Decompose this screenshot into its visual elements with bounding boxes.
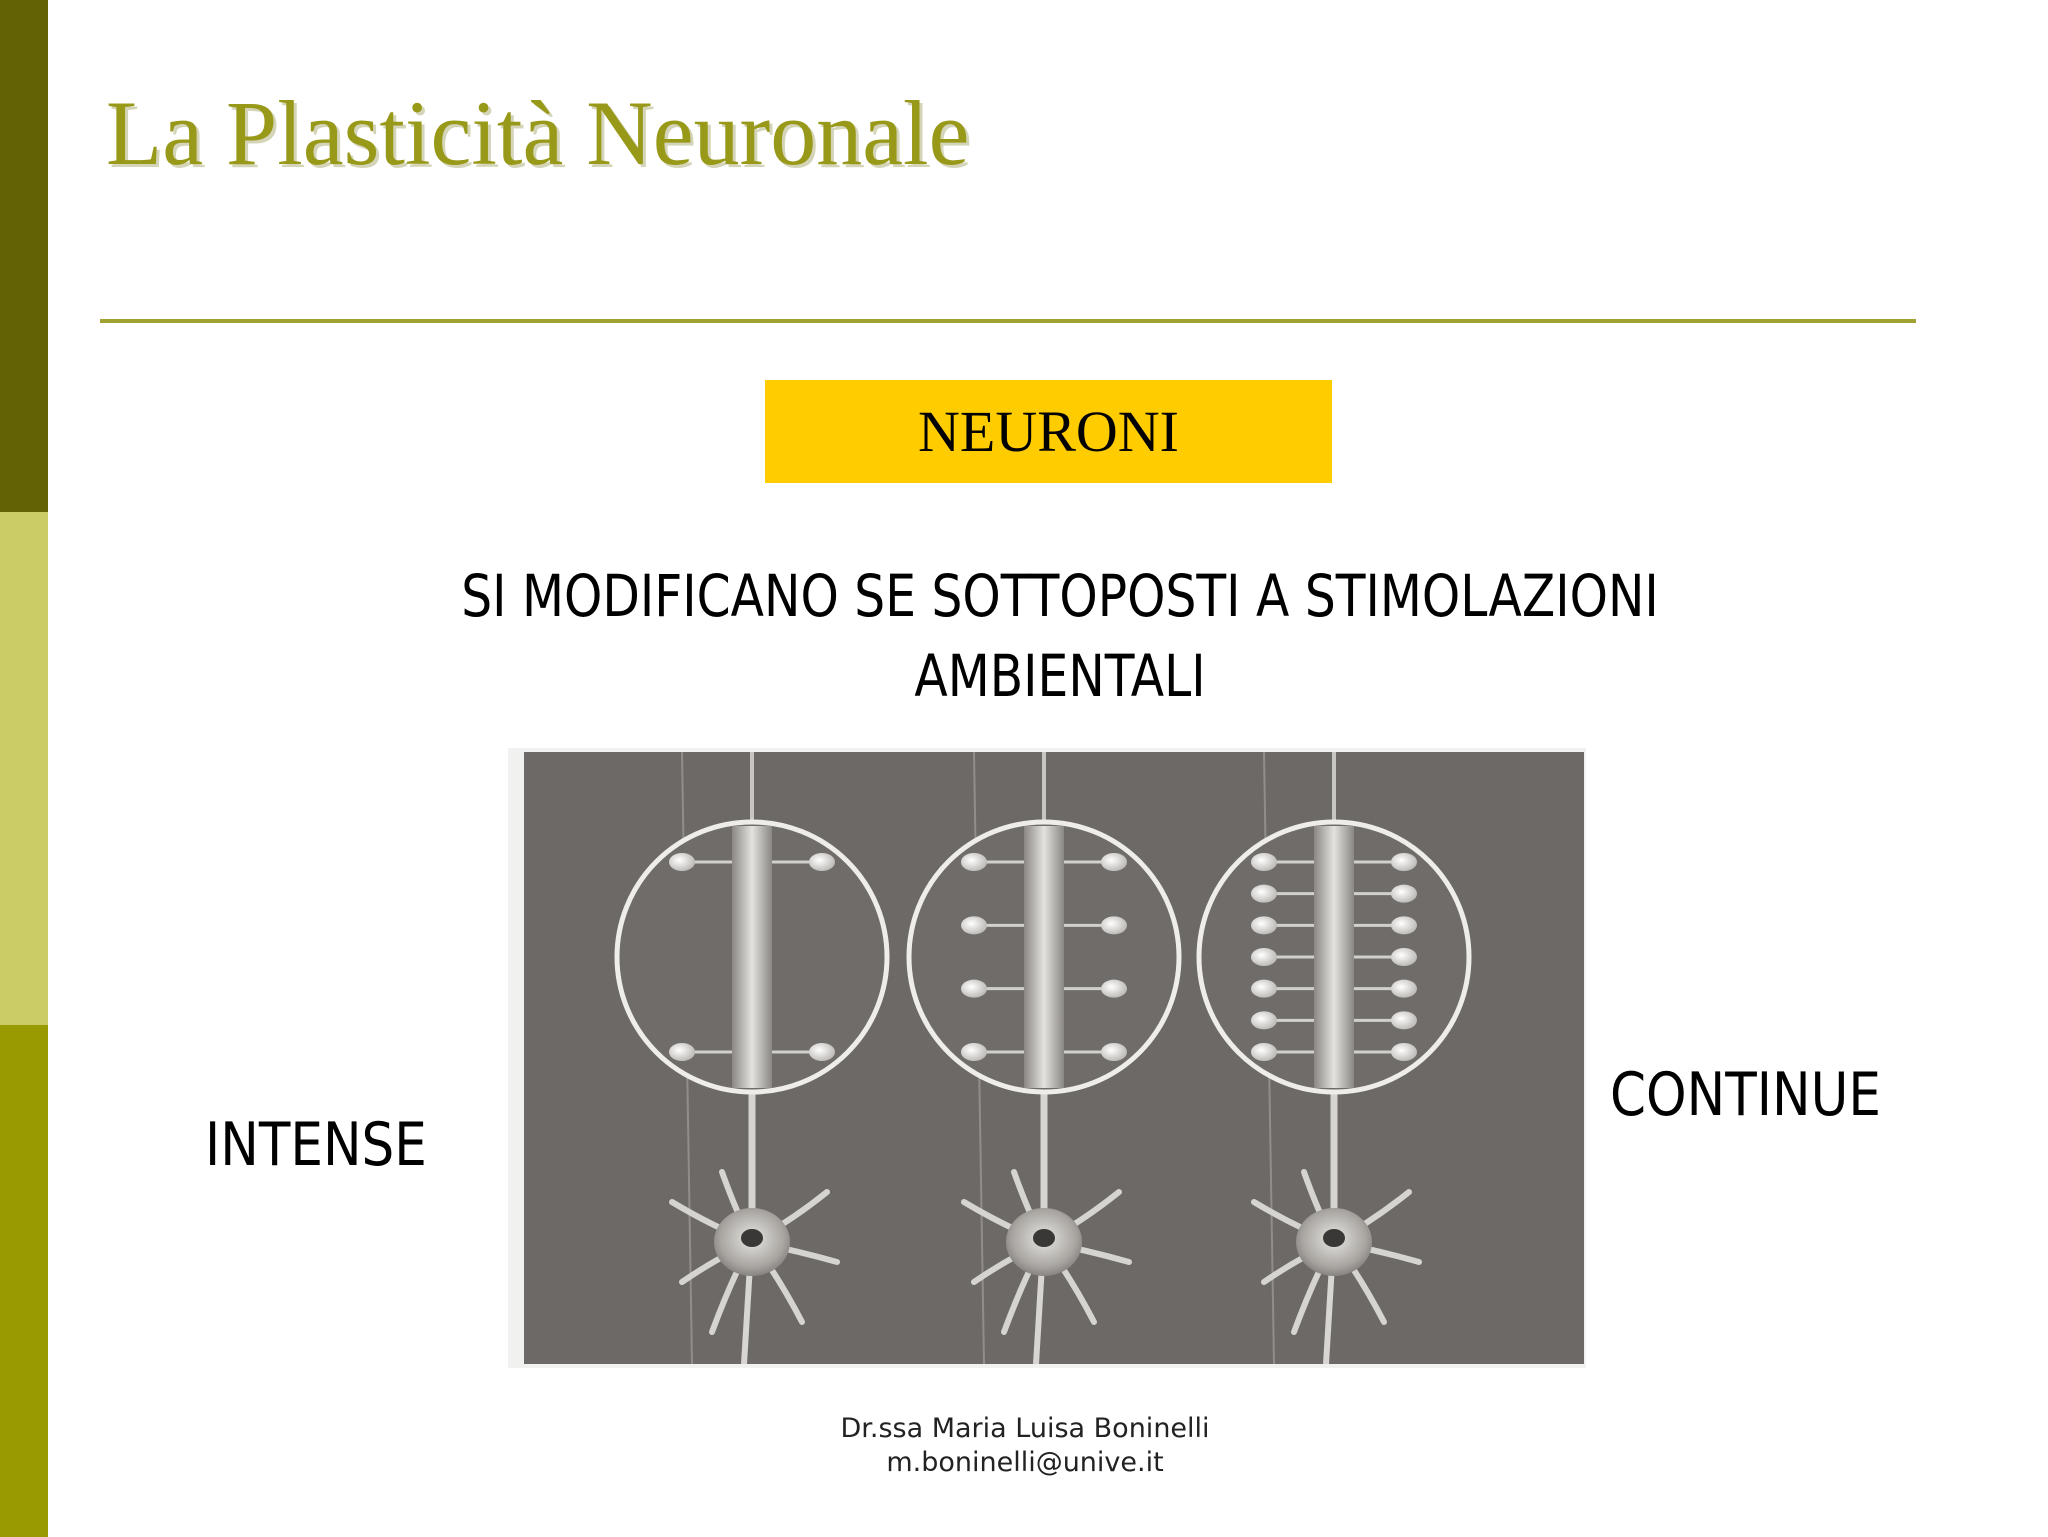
statement-text [338, 556, 1783, 716]
neuron-illustration [524, 752, 1584, 1364]
sidebar-band-middle [0, 512, 48, 1025]
sidebar-band-bottom [0, 1025, 48, 1537]
highlight-label: NEURONI [918, 399, 1179, 464]
title-divider [100, 319, 1916, 323]
slide-title: La Plasticità Neuronale [106, 82, 970, 184]
footer [700, 1412, 1350, 1480]
footer-email: m.boninelli@unive.it [886, 1447, 1164, 1478]
sidebar-band-top [0, 0, 48, 512]
footer-author: Dr.ssa Maria Luisa Boninelli [840, 1413, 1210, 1444]
highlight-box [765, 380, 1332, 483]
label-continue: CONTINUE [1610, 1060, 1881, 1130]
label-intense: INTENSE [205, 1110, 427, 1180]
statement-line-2: AMBIENTALI [914, 642, 1206, 710]
statement-line-1: SI MODIFICANO SE SOTTOPOSTI A STIMOLAZIONI [461, 562, 1659, 630]
neuron-figure [508, 748, 1586, 1368]
